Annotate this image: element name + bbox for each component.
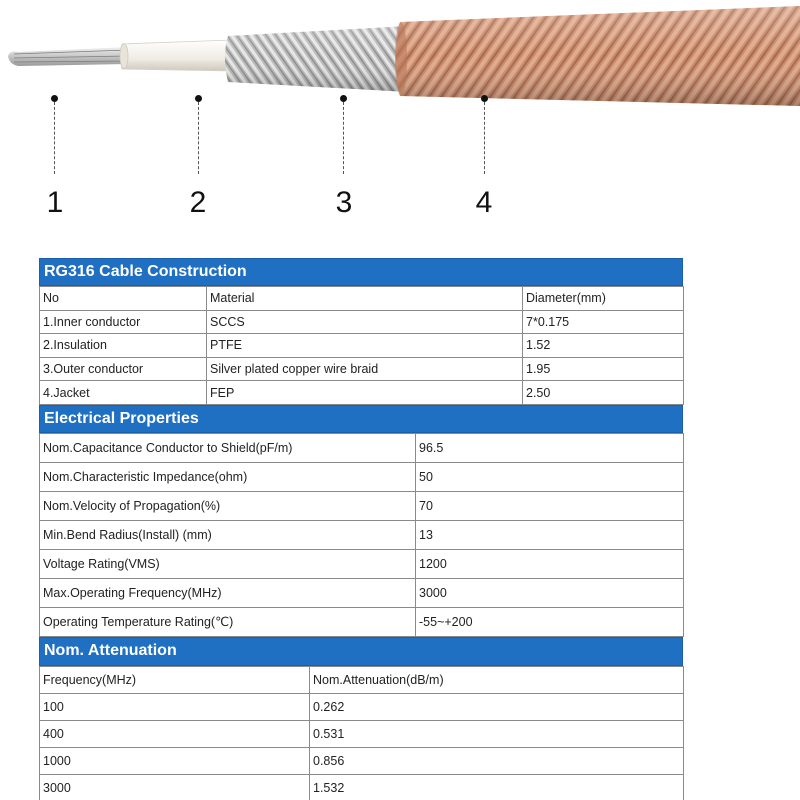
callout-number-3: 3 [335,186,353,219]
column-header: Material [207,287,523,311]
callout-line-2 [198,102,199,174]
outer-conductor-braid [225,26,408,92]
spec-sheet [39,258,683,800]
table-cell: Voltage Rating(VMS) [40,549,416,578]
table-row [40,310,684,334]
callout-dot-2 [195,95,202,102]
table-cell: 4.Jacket [40,381,207,405]
cable-illustration [0,0,800,230]
table-row [40,357,684,381]
table-cell: 0.531 [310,720,684,747]
table-cell: 3000 [40,774,310,800]
table-row [40,520,684,549]
table-cell: 1.95 [523,357,684,381]
table-row [40,549,684,578]
table-cell: 2.Insulation [40,334,207,358]
table-row [40,287,684,311]
attenuation-table [39,666,684,800]
table-row [40,693,684,720]
column-header: Diameter(mm) [523,287,684,311]
table-cell: Operating Temperature Rating(℃) [40,607,416,636]
table-cell: 13 [416,520,684,549]
callout-dot-1 [51,95,58,102]
table-cell: 100 [40,693,310,720]
cable-cross-section [0,0,800,110]
attenuation-header [39,637,683,666]
attenuation-title: Nom. Attenuation [44,642,177,660]
jacket [395,6,800,106]
table-cell: 3.Outer conductor [40,357,207,381]
table-row [40,491,684,520]
callout-dot-3 [340,95,347,102]
table-cell: 0.856 [310,747,684,774]
table-cell: Silver plated copper wire braid [207,357,523,381]
table-row [40,720,684,747]
callout-line-4 [484,102,485,174]
table-row [40,433,684,462]
table-cell: 96.5 [416,433,684,462]
table-cell: Min.Bend Radius(Install) (mm) [40,520,416,549]
table-cell: 1200 [416,549,684,578]
callout-number-2: 2 [189,186,207,219]
table-cell: SCCS [207,310,523,334]
table-cell: 50 [416,462,684,491]
electrical-table [39,433,684,637]
table-cell: Nom.Velocity of Propagation(%) [40,491,416,520]
table-row [40,578,684,607]
table-cell: 2.50 [523,381,684,405]
table-cell: 1.52 [523,334,684,358]
table-cell: 3000 [416,578,684,607]
callout-number-4: 4 [475,186,493,219]
table-cell: 1000 [40,747,310,774]
inner-conductor [8,47,128,66]
table-row [40,774,684,800]
table-cell: 1.Inner conductor [40,310,207,334]
table-row [40,334,684,358]
table-cell: -55~+200 [416,607,684,636]
construction-title: RG316 Cable Construction [44,263,247,280]
table-row [40,747,684,774]
insulation [120,40,232,71]
table-cell: 400 [40,720,310,747]
table-cell: PTFE [207,334,523,358]
table-cell: Nom.Characteristic Impedance(ohm) [40,462,416,491]
construction-header [39,258,683,286]
column-header: Frequency(MHz) [40,666,310,693]
callout-dot-4 [481,95,488,102]
table-cell: 7*0.175 [523,310,684,334]
table-cell: Max.Operating Frequency(MHz) [40,578,416,607]
electrical-title: Electrical Properties [44,409,199,427]
table-cell: Nom.Capacitance Conductor to Shield(pF/m) [40,433,416,462]
table-cell: 1.532 [310,774,684,800]
table-row [40,381,684,405]
construction-table [39,286,684,405]
table-cell: 0.262 [310,693,684,720]
electrical-header [39,405,683,433]
table-row [40,462,684,491]
table-row [40,607,684,636]
column-header: Nom.Attenuation(dB/m) [310,666,684,693]
column-header: No [40,287,207,311]
callout-line-3 [343,102,344,174]
callout-line-1 [54,102,55,174]
table-cell: FEP [207,381,523,405]
table-cell: 70 [416,491,684,520]
callout-number-1: 1 [46,186,64,219]
table-row [40,666,684,693]
